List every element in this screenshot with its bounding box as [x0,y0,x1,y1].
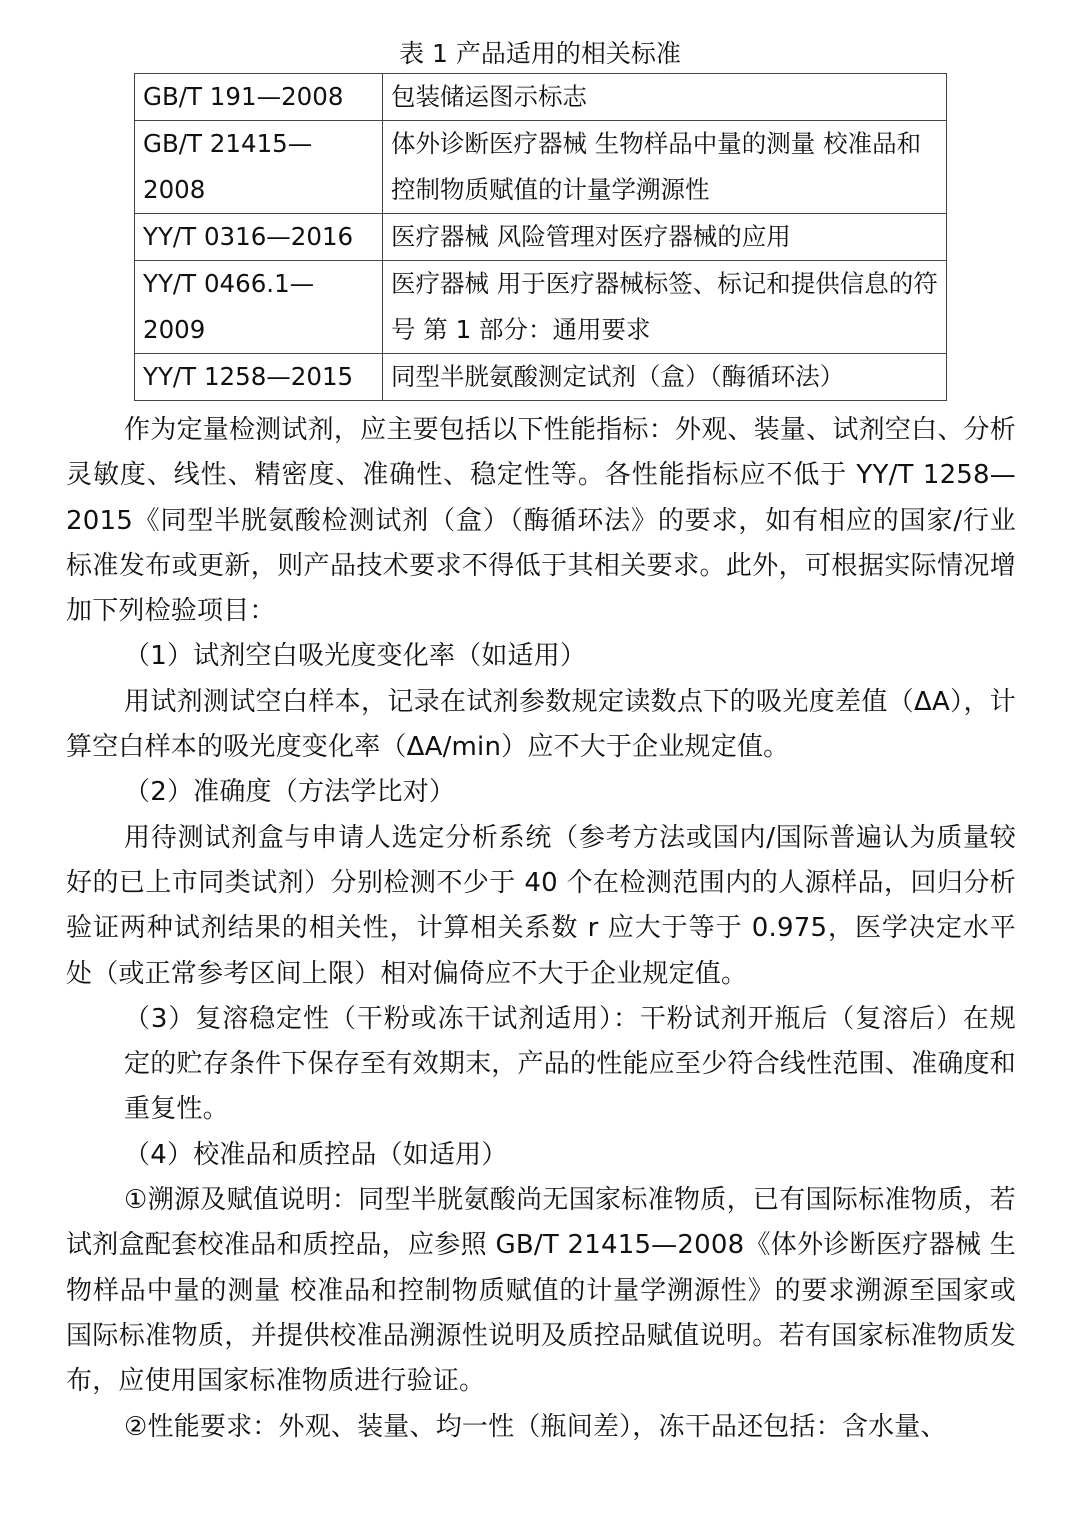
table-row [135,121,947,214]
item-4-heading: （4）校准品和质控品（如适用） [124,1139,508,1170]
item-2-heading: （2）准确度（方法学比对） [124,777,456,808]
standard-name: 医疗器械 风险管理对医疗器械的应用 [383,214,947,261]
standard-code: GB/T 191—2008 [135,74,383,121]
standard-name: 体外诊断医疗器械 生物样品中量的测量 校准品和控制物质赋值的计量学溯源性 [383,121,947,214]
item-3-paragraph: （3）复溶稳定性（干粉或冻干试剂适用）：干粉试剂开瓶后（复溶后）在规定的贮存条件下保存至有效期末，产品的性能应至少符合线性范围、准确度和重复性。 [124,1003,1016,1125]
standards-table [134,73,947,401]
intro-paragraph: 作为定量检测试剂，应主要包括以下性能指标：外观、装量、试剂空白、分析灵敏度、线性、精密度、准确性、稳定性等。各性能指标应不低于 YY/T 1258—2015《同型半胱氨酸检测试剂（盒）（酶循环法》的要求，如有相应的国家/行业标准发布或更新，则产品技术要求不得低于其相关要求。此外，可根据实际情况增加下列检验项目： [66,415,1016,627]
standard-code: YY/T 0316—2016 [135,214,383,261]
standard-code: GB/T 21415—2008 [135,121,383,214]
standard-name: 同型半胱氨酸测定试剂（盒）（酶循环法） [383,354,947,401]
standard-name: 医疗器械 用于医疗器械标签、标记和提供信息的符号 第 1 部分：通用要求 [383,261,947,354]
item-4-sub-2-paragraph: ②性能要求：外观、装量、均一性（瓶间差），冻干品还包括：含水量、 [124,1411,947,1442]
standard-code: YY/T 1258—2015 [135,354,383,401]
standard-name: 包装储运图示标志 [383,74,947,121]
item-2-paragraph: 用待测试剂盒与申请人选定分析系统（参考方法或国内/国际普遍认为质量较好的已上市同类试剂）分别检测不少于 40 个在检测范围内的人源样品，回归分析验证两种试剂结果的相关性，计算相关系数 r 应大于等于 0.975，医学决定水平处（或正常参考区间上限）相对偏倚应不大于企业规定值。 [66,822,1016,989]
body-text [66,408,1016,1450]
table-row [135,214,947,261]
item-1-paragraph: 用试剂测试空白样本，记录在试剂参数规定读数点下的吸光度差值（ΔA），计算空白样本的吸光度变化率（ΔA/min）应不大于企业规定值。 [66,686,1016,763]
table-caption: 表 1 产品适用的相关标准 [399,39,681,68]
table-row [135,354,947,401]
table-row [135,261,947,354]
item-4-sub-1-paragraph: ①溯源及赋值说明：同型半胱氨酸尚无国家标准物质，已有国际标准物质，若试剂盒配套校准品和质控品，应参照 GB/T 21415—2008《体外诊断医疗器械 生物样品中量的测量 校准品和控制物质赋值的计量学溯源性》的要求溯源至国家或国际标准物质，并提供校准品溯源性说明及质控品赋值说明。若有国家标准物质发布，应使用国家标准物质进行验证。 [66,1185,1016,1397]
item-1-heading: （1）试剂空白吸光度变化率（如适用） [124,641,587,672]
standard-code: YY/T 0466.1—2009 [135,261,383,354]
table-row [135,74,947,121]
